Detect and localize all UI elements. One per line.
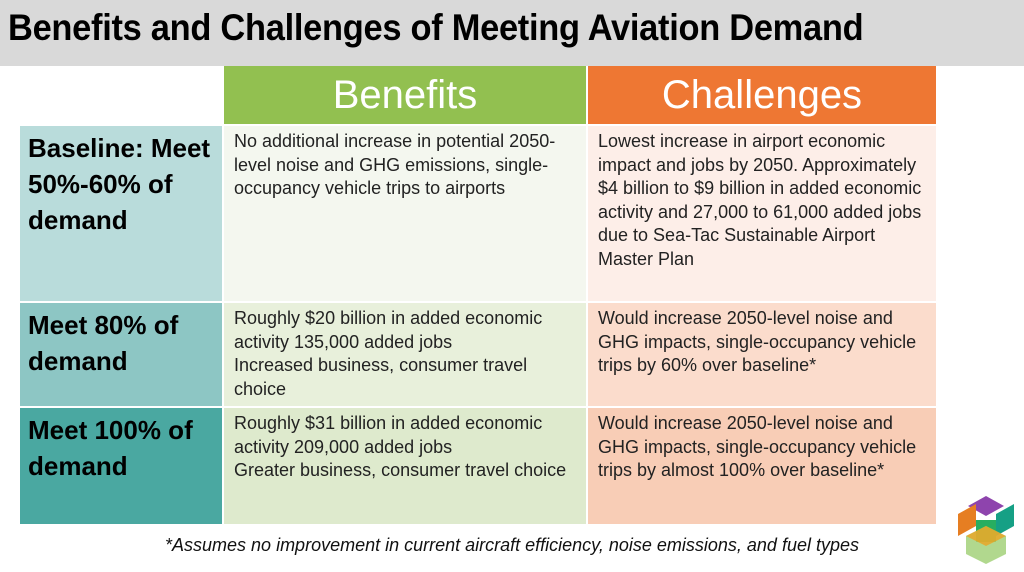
row-label-80: Meet 80% of demand <box>20 303 222 406</box>
challenges-cell-80: Would increase 2050-level noise and GHG impacts, single-occupancy vehicle trips by 60% over baseline* <box>588 303 936 406</box>
hexagon-cube-logo-icon <box>952 492 1020 566</box>
challenges-cell-100: Would increase 2050-level noise and GHG impacts, single-occupancy vehicle trips by almost 100% over baseline* <box>588 408 936 524</box>
row-label-100: Meet 100% of demand <box>20 408 222 524</box>
comparison-table <box>20 66 936 524</box>
logo-facet-left <box>958 504 976 536</box>
benefits-header: Benefits <box>224 66 586 124</box>
footnote: *Assumes no improvement in current aircraft efficiency, noise emissions, and fuel types <box>165 535 859 555</box>
row-label-baseline: Baseline: Meet 50%-60% of demand <box>20 126 222 301</box>
benefits-cell-baseline: No additional increase in potential 2050-level noise and GHG emissions, single-occupancy vehicle trips to airports <box>224 126 586 301</box>
title-bar <box>0 0 1024 66</box>
table-corner-blank <box>20 66 222 124</box>
page-title: Benefits and Challenges of Meeting Aviation Demand <box>8 7 864 48</box>
challenges-cell-baseline: Lowest increase in airport economic impact and jobs by 2050. Approximately $4 billion to $9 billion in added economic activity and 27,000 to 61,000 added jobs due to Sea-Tac Sustainable Airport Master Plan <box>588 126 936 301</box>
benefits-cell-80: Roughly $20 billion in added economic activity 135,000 added jobs Increased business, consumer travel choice <box>224 303 586 406</box>
challenges-header: Challenges <box>588 66 936 124</box>
benefits-cell-100: Roughly $31 billion in added economic activity 209,000 added jobs Greater business, consumer travel choice <box>224 408 586 524</box>
